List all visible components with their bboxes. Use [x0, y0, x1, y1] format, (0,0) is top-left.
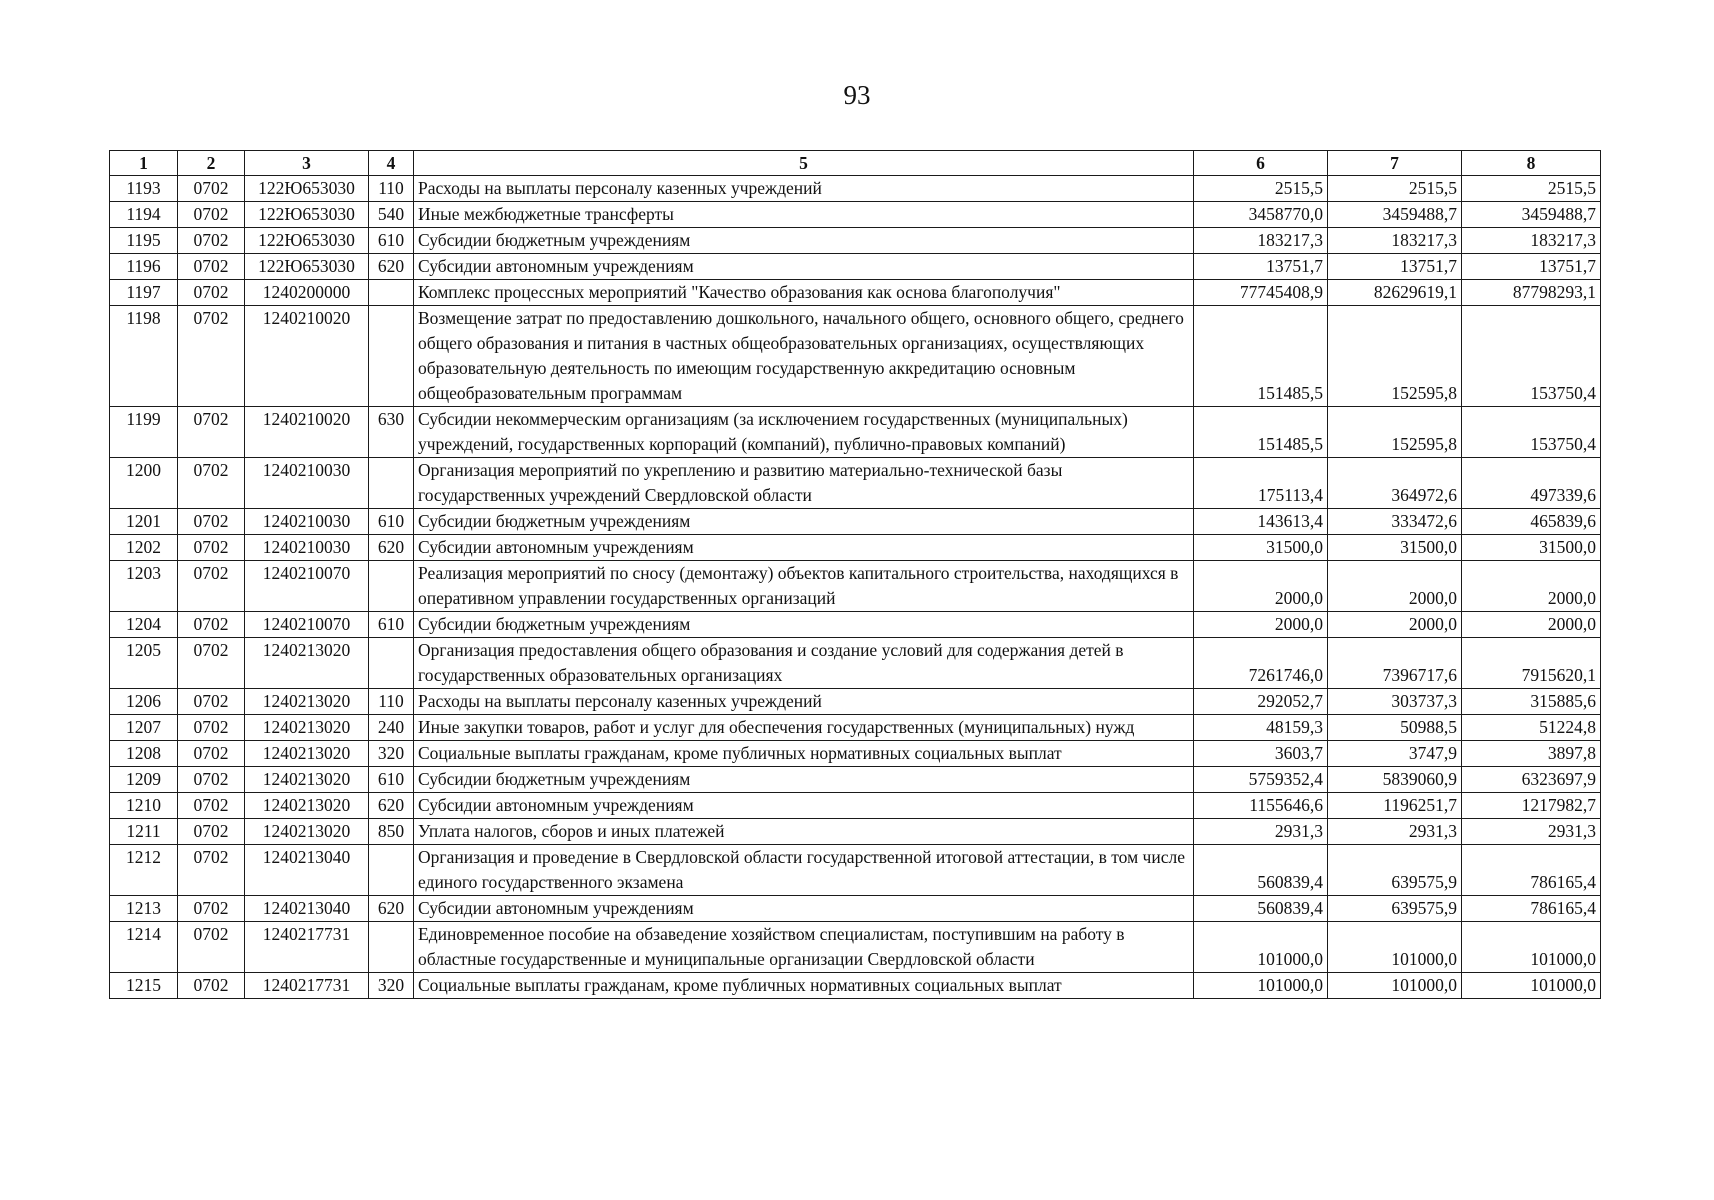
budget-table [109, 150, 1601, 999]
target-article-code: 122Ю653030 [245, 254, 369, 280]
column-header-4: 4 [369, 151, 414, 176]
table-row [110, 845, 1601, 896]
table-row [110, 561, 1601, 612]
amount-year-2: 101000,0 [1328, 973, 1462, 999]
target-article-code: 122Ю653030 [245, 176, 369, 202]
column-header-7: 7 [1328, 151, 1462, 176]
column-header-6: 6 [1194, 151, 1328, 176]
expense-type-code: 610 [369, 612, 414, 638]
amount-year-2: 101000,0 [1328, 922, 1462, 973]
amount-year-1: 48159,3 [1194, 715, 1328, 741]
amount-year-1: 31500,0 [1194, 535, 1328, 561]
row-number: 1195 [110, 228, 178, 254]
table-row [110, 689, 1601, 715]
amount-year-2: 364972,6 [1328, 458, 1462, 509]
row-number: 1193 [110, 176, 178, 202]
expense-name: Субсидии автономным учреждениям [414, 793, 1194, 819]
amount-year-2: 3459488,7 [1328, 202, 1462, 228]
row-number: 1205 [110, 638, 178, 689]
expense-name: Субсидии бюджетным учреждениям [414, 612, 1194, 638]
amount-year-1: 2000,0 [1194, 561, 1328, 612]
expense-name: Организация и проведение в Свердловской области государственной итоговой аттестации, в том числе единого государственного экзамена [414, 845, 1194, 896]
amount-year-2: 3747,9 [1328, 741, 1462, 767]
amount-year-3: 465839,6 [1462, 509, 1601, 535]
row-number: 1200 [110, 458, 178, 509]
amount-year-1: 77745408,9 [1194, 280, 1328, 306]
section-code: 0702 [178, 767, 245, 793]
section-code: 0702 [178, 306, 245, 407]
amount-year-2: 82629619,1 [1328, 280, 1462, 306]
amount-year-2: 50988,5 [1328, 715, 1462, 741]
section-code: 0702 [178, 535, 245, 561]
amount-year-3: 2000,0 [1462, 561, 1601, 612]
row-number: 1211 [110, 819, 178, 845]
expense-name: Субсидии автономным учреждениям [414, 254, 1194, 280]
expense-type-code [369, 638, 414, 689]
expense-name: Социальные выплаты гражданам, кроме публичных нормативных социальных выплат [414, 741, 1194, 767]
table-row [110, 715, 1601, 741]
target-article-code: 1240210020 [245, 306, 369, 407]
row-number: 1196 [110, 254, 178, 280]
section-code: 0702 [178, 561, 245, 612]
row-number: 1212 [110, 845, 178, 896]
table-row [110, 407, 1601, 458]
row-number: 1209 [110, 767, 178, 793]
target-article-code: 1240213040 [245, 896, 369, 922]
amount-year-2: 152595,8 [1328, 407, 1462, 458]
table-row [110, 509, 1601, 535]
amount-year-2: 2931,3 [1328, 819, 1462, 845]
section-code: 0702 [178, 509, 245, 535]
column-header-3: 3 [245, 151, 369, 176]
target-article-code: 1240210070 [245, 612, 369, 638]
amount-year-3: 153750,4 [1462, 407, 1601, 458]
amount-year-3: 2000,0 [1462, 612, 1601, 638]
target-article-code: 1240217731 [245, 973, 369, 999]
amount-year-1: 2931,3 [1194, 819, 1328, 845]
amount-year-1: 183217,3 [1194, 228, 1328, 254]
expense-type-code: 610 [369, 509, 414, 535]
section-code: 0702 [178, 228, 245, 254]
amount-year-1: 5759352,4 [1194, 767, 1328, 793]
expense-name: Социальные выплаты гражданам, кроме публичных нормативных социальных выплат [414, 973, 1194, 999]
expense-name: Расходы на выплаты персоналу казенных учреждений [414, 176, 1194, 202]
amount-year-2: 639575,9 [1328, 896, 1462, 922]
expense-type-code [369, 561, 414, 612]
table-row [110, 228, 1601, 254]
amount-year-3: 183217,3 [1462, 228, 1601, 254]
table-row [110, 638, 1601, 689]
amount-year-2: 1196251,7 [1328, 793, 1462, 819]
row-number: 1204 [110, 612, 178, 638]
target-article-code: 1240210030 [245, 509, 369, 535]
row-number: 1210 [110, 793, 178, 819]
amount-year-1: 101000,0 [1194, 973, 1328, 999]
table-row [110, 306, 1601, 407]
amount-year-3: 2931,3 [1462, 819, 1601, 845]
column-header-8: 8 [1462, 151, 1601, 176]
table-body [110, 176, 1601, 999]
amount-year-1: 13751,7 [1194, 254, 1328, 280]
row-number: 1215 [110, 973, 178, 999]
row-number: 1197 [110, 280, 178, 306]
section-code: 0702 [178, 793, 245, 819]
expense-type-code [369, 280, 414, 306]
expense-type-code: 610 [369, 228, 414, 254]
table-row [110, 973, 1601, 999]
target-article-code: 1240213020 [245, 819, 369, 845]
row-number: 1194 [110, 202, 178, 228]
page-number: 93 [843, 80, 871, 110]
expense-name: Возмещение затрат по предоставлению дошкольного, начального общего, основного общего, среднего общего образования и питания в частных общеобразовательных организациях, осуществляющих образовательную деятельность по имеющим государственную аккредитацию основным общеобразовательным программам [414, 306, 1194, 407]
row-number: 1202 [110, 535, 178, 561]
table-row [110, 896, 1601, 922]
expense-name: Реализация мероприятий по сносу (демонтажу) объектов капитального строительства, находящихся в оперативном управлении государственных организаций [414, 561, 1194, 612]
expense-type-code: 620 [369, 896, 414, 922]
section-code: 0702 [178, 896, 245, 922]
expense-name: Единовременное пособие на обзаведение хозяйством специалистам, поступившим на работу в областные государственные и муниципальные организации Свердловской области [414, 922, 1194, 973]
target-article-code: 122Ю653030 [245, 228, 369, 254]
expense-name: Субсидии бюджетным учреждениям [414, 509, 1194, 535]
amount-year-1: 1155646,6 [1194, 793, 1328, 819]
expense-name: Расходы на выплаты персоналу казенных учреждений [414, 689, 1194, 715]
amount-year-1: 2000,0 [1194, 612, 1328, 638]
amount-year-2: 183217,3 [1328, 228, 1462, 254]
section-code: 0702 [178, 612, 245, 638]
amount-year-3: 497339,6 [1462, 458, 1601, 509]
amount-year-1: 3603,7 [1194, 741, 1328, 767]
expense-type-code: 610 [369, 767, 414, 793]
amount-year-3: 153750,4 [1462, 306, 1601, 407]
amount-year-3: 7915620,1 [1462, 638, 1601, 689]
amount-year-3: 1217982,7 [1462, 793, 1601, 819]
amount-year-3: 101000,0 [1462, 922, 1601, 973]
amount-year-3: 3897,8 [1462, 741, 1601, 767]
target-article-code: 1240213040 [245, 845, 369, 896]
section-code: 0702 [178, 689, 245, 715]
section-code: 0702 [178, 254, 245, 280]
amount-year-3: 315885,6 [1462, 689, 1601, 715]
amount-year-1: 7261746,0 [1194, 638, 1328, 689]
expense-name: Организация предоставления общего образования и создание условий для содержания детей в государственных образовательных организациях [414, 638, 1194, 689]
row-number: 1203 [110, 561, 178, 612]
amount-year-3: 87798293,1 [1462, 280, 1601, 306]
row-number: 1199 [110, 407, 178, 458]
table-row [110, 458, 1601, 509]
target-article-code: 1240210030 [245, 458, 369, 509]
amount-year-1: 560839,4 [1194, 845, 1328, 896]
target-article-code: 1240213020 [245, 715, 369, 741]
section-code: 0702 [178, 741, 245, 767]
table-row [110, 280, 1601, 306]
amount-year-3: 13751,7 [1462, 254, 1601, 280]
target-article-code: 1240210020 [245, 407, 369, 458]
amount-year-2: 152595,8 [1328, 306, 1462, 407]
target-article-code: 1240217731 [245, 922, 369, 973]
expense-name: Субсидии автономным учреждениям [414, 896, 1194, 922]
amount-year-3: 786165,4 [1462, 896, 1601, 922]
target-article-code: 1240213020 [245, 689, 369, 715]
expense-type-code: 620 [369, 254, 414, 280]
table-row [110, 767, 1601, 793]
amount-year-3: 2515,5 [1462, 176, 1601, 202]
amount-year-1: 151485,5 [1194, 407, 1328, 458]
expense-type-code: 620 [369, 793, 414, 819]
column-header-2: 2 [178, 151, 245, 176]
expense-type-code: 320 [369, 973, 414, 999]
amount-year-1: 560839,4 [1194, 896, 1328, 922]
column-header-1: 1 [110, 151, 178, 176]
amount-year-3: 31500,0 [1462, 535, 1601, 561]
amount-year-2: 13751,7 [1328, 254, 1462, 280]
expense-type-code [369, 845, 414, 896]
section-code: 0702 [178, 202, 245, 228]
amount-year-2: 31500,0 [1328, 535, 1462, 561]
table-row [110, 793, 1601, 819]
target-article-code: 1240213020 [245, 793, 369, 819]
row-number: 1208 [110, 741, 178, 767]
expense-type-code: 630 [369, 407, 414, 458]
amount-year-2: 5839060,9 [1328, 767, 1462, 793]
table-row [110, 612, 1601, 638]
amount-year-1: 101000,0 [1194, 922, 1328, 973]
amount-year-2: 2000,0 [1328, 612, 1462, 638]
expense-name: Субсидии автономным учреждениям [414, 535, 1194, 561]
section-code: 0702 [178, 280, 245, 306]
amount-year-2: 2515,5 [1328, 176, 1462, 202]
section-code: 0702 [178, 176, 245, 202]
amount-year-3: 3459488,7 [1462, 202, 1601, 228]
target-article-code: 1240210070 [245, 561, 369, 612]
table-row [110, 819, 1601, 845]
section-code: 0702 [178, 922, 245, 973]
target-article-code: 1240213020 [245, 638, 369, 689]
amount-year-3: 101000,0 [1462, 973, 1601, 999]
section-code: 0702 [178, 407, 245, 458]
amount-year-2: 2000,0 [1328, 561, 1462, 612]
amount-year-2: 7396717,6 [1328, 638, 1462, 689]
amount-year-3: 6323697,9 [1462, 767, 1601, 793]
expense-type-code: 110 [369, 689, 414, 715]
amount-year-1: 151485,5 [1194, 306, 1328, 407]
row-number: 1198 [110, 306, 178, 407]
target-article-code: 1240213020 [245, 741, 369, 767]
target-article-code: 1240213020 [245, 767, 369, 793]
amount-year-1: 175113,4 [1194, 458, 1328, 509]
amount-year-1: 143613,4 [1194, 509, 1328, 535]
row-number: 1214 [110, 922, 178, 973]
section-code: 0702 [178, 458, 245, 509]
amount-year-2: 333472,6 [1328, 509, 1462, 535]
amount-year-2: 639575,9 [1328, 845, 1462, 896]
table-row [110, 176, 1601, 202]
target-article-code: 122Ю653030 [245, 202, 369, 228]
expense-name: Субсидии бюджетным учреждениям [414, 767, 1194, 793]
section-code: 0702 [178, 845, 245, 896]
row-number: 1201 [110, 509, 178, 535]
amount-year-3: 51224,8 [1462, 715, 1601, 741]
table-row [110, 741, 1601, 767]
table-row [110, 254, 1601, 280]
amount-year-1: 3458770,0 [1194, 202, 1328, 228]
section-code: 0702 [178, 973, 245, 999]
expense-type-code: 620 [369, 535, 414, 561]
expense-name: Уплата налогов, сборов и иных платежей [414, 819, 1194, 845]
expense-type-code: 240 [369, 715, 414, 741]
expense-name: Субсидии бюджетным учреждениям [414, 228, 1194, 254]
expense-type-code [369, 306, 414, 407]
section-code: 0702 [178, 819, 245, 845]
row-number: 1213 [110, 896, 178, 922]
expense-name: Иные межбюджетные трансферты [414, 202, 1194, 228]
target-article-code: 1240200000 [245, 280, 369, 306]
expense-type-code: 110 [369, 176, 414, 202]
expense-type-code: 320 [369, 741, 414, 767]
amount-year-2: 303737,3 [1328, 689, 1462, 715]
expense-type-code [369, 458, 414, 509]
expense-name: Субсидии некоммерческим организациям (за исключением государственных (муниципальных) учреждений, государственных корпораций (компаний), публично-правовых компаний) [414, 407, 1194, 458]
expense-type-code: 540 [369, 202, 414, 228]
expense-name: Комплекс процессных мероприятий "Качество образования как основа благополучия" [414, 280, 1194, 306]
section-code: 0702 [178, 638, 245, 689]
expense-type-code: 850 [369, 819, 414, 845]
row-number: 1206 [110, 689, 178, 715]
table-row [110, 202, 1601, 228]
expense-type-code [369, 922, 414, 973]
table-row [110, 922, 1601, 973]
table-row [110, 535, 1601, 561]
target-article-code: 1240210030 [245, 535, 369, 561]
amount-year-1: 2515,5 [1194, 176, 1328, 202]
amount-year-1: 292052,7 [1194, 689, 1328, 715]
header-row [110, 151, 1601, 176]
expense-name: Иные закупки товаров, работ и услуг для обеспечения государственных (муниципальных) нужд [414, 715, 1194, 741]
column-header-5: 5 [414, 151, 1194, 176]
expense-name: Организация мероприятий по укреплению и развитию материально-технической базы государственных учреждений Свердловской области [414, 458, 1194, 509]
section-code: 0702 [178, 715, 245, 741]
amount-year-3: 786165,4 [1462, 845, 1601, 896]
row-number: 1207 [110, 715, 178, 741]
